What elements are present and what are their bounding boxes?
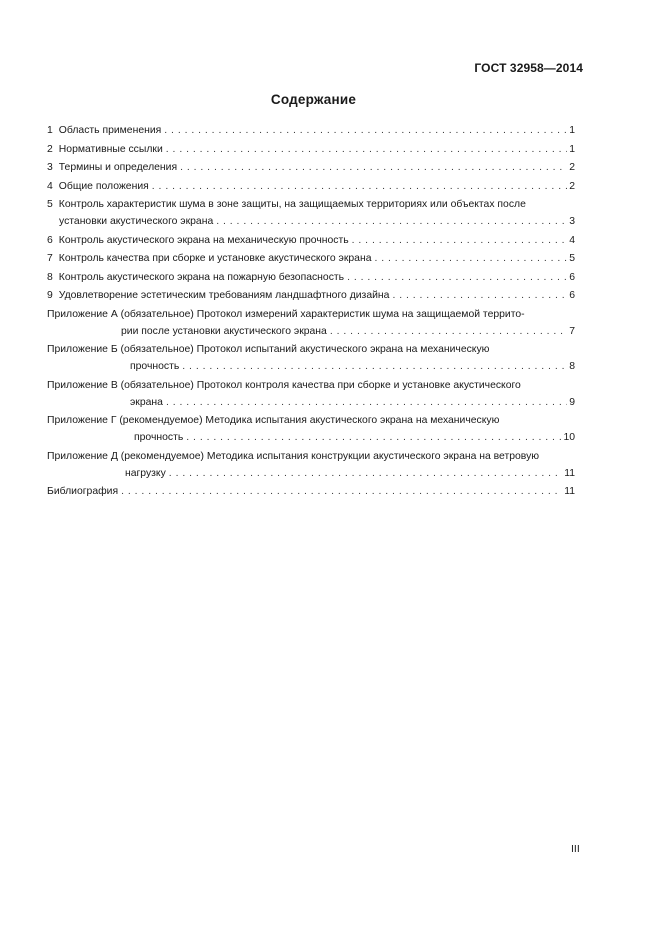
toc-entry-num: 7 — [47, 253, 53, 264]
dot-leader — [180, 159, 567, 178]
toc-title: Содержание — [270, 92, 357, 107]
toc-entry-2[interactable] — [47, 141, 575, 160]
dot-leader — [186, 429, 561, 448]
toc-appendix-text-line2: прочность — [130, 361, 180, 372]
toc-entry-num: 3 — [47, 162, 53, 173]
toc-appendix-page: 11 — [564, 467, 575, 479]
dot-leader — [352, 232, 568, 251]
toc-entry-text-line2: установки акустического экрана — [59, 216, 214, 227]
toc-entry-num: 6 — [47, 234, 53, 246]
toc-entry-page: 1 — [569, 143, 575, 155]
toc-appendix-text-line2: рии после установки акустического экрана — [121, 325, 327, 337]
toc-entry-4[interactable] — [47, 178, 575, 197]
toc-entry-9[interactable] — [47, 287, 575, 306]
toc-appendix-text-line1: Приложение А (обязательное) Протокол измерений характеристик шума на защищаемой террито- — [47, 308, 525, 320]
toc-entry-num: 5 — [47, 199, 53, 210]
toc-entry-page: 2 — [569, 162, 575, 173]
toc-appendix-text-line1: Приложение Б (обязательное) Протокол испытаний акустического экрана на механическую — [47, 344, 490, 355]
dot-leader — [121, 483, 562, 502]
toc-entry-text: Удовлетворение эстетическим требованиям ландшафтного дизайна — [58, 290, 390, 301]
toc-appendix-page: 10 — [563, 432, 575, 443]
toc-entry-text: Термины и определения — [58, 162, 178, 173]
toc-entry-num: 9 — [47, 290, 53, 301]
toc-entry-text: Область применения — [58, 125, 162, 136]
toc-entry-page: 6 — [569, 271, 575, 283]
toc-appendix-v[interactable] — [47, 377, 575, 413]
toc-entry-1[interactable] — [47, 122, 575, 141]
toc-appendix-text-line2: прочность — [134, 432, 184, 443]
dot-leader — [164, 122, 567, 141]
toc-appendix-a[interactable] — [47, 306, 575, 342]
toc-appendix-page: 7 — [569, 325, 575, 337]
toc-appendix-text-line2: экрана — [130, 396, 163, 408]
table-of-contents — [47, 122, 575, 502]
toc-entry-page: 6 — [569, 290, 575, 301]
toc-appendix-page: 8 — [569, 361, 575, 372]
toc-entry-page: 1 — [569, 125, 575, 136]
document-code: ГОСТ 32958—2014 — [474, 61, 583, 75]
toc-bibliography-page: 11 — [564, 486, 575, 497]
toc-entry-page: 2 — [569, 180, 575, 192]
toc-appendix-b[interactable] — [47, 341, 575, 377]
dot-leader — [330, 323, 567, 342]
dot-leader — [392, 287, 567, 306]
toc-entry-text: Контроль качества при сборке и установке акустического экрана — [58, 253, 372, 264]
toc-appendix-d[interactable] — [47, 448, 575, 484]
toc-appendix-text-line1: Приложение Д (рекомендуемое) Методика испытания конструкции акустического экрана на ветровую — [47, 450, 540, 462]
dot-leader — [166, 394, 567, 413]
toc-entry-num: 4 — [47, 180, 53, 192]
toc-appendix-g[interactable] — [47, 412, 575, 448]
toc-entry-text: Контроль акустического экрана на механическую прочность — [58, 234, 349, 246]
dot-leader — [166, 141, 567, 160]
dot-leader — [182, 358, 567, 377]
toc-entry-num: 8 — [47, 271, 53, 283]
dot-leader — [216, 213, 567, 232]
toc-entry-text: Общие положения — [58, 180, 149, 192]
toc-entry-text: Контроль акустического экрана на пожарную безопасность — [58, 271, 345, 283]
toc-entry-8[interactable] — [47, 269, 575, 288]
dot-leader — [374, 250, 567, 269]
toc-entry-7[interactable] — [47, 250, 575, 269]
toc-entry-page: 5 — [569, 253, 575, 264]
toc-appendix-page: 9 — [569, 396, 575, 408]
toc-bibliography-text: Библиография — [47, 486, 119, 497]
toc-entry-5[interactable] — [47, 196, 575, 232]
toc-entry-page: 4 — [569, 234, 575, 246]
toc-appendix-text-line1: Приложение В (обязательное) Протокол контроля качества при сборке и установке акустического — [47, 379, 521, 391]
dot-leader — [152, 178, 567, 197]
toc-appendix-text-line2: нагрузку — [125, 467, 166, 479]
dot-leader — [347, 269, 567, 288]
toc-entry-num: 1 — [47, 125, 53, 136]
toc-bibliography[interactable] — [47, 483, 575, 502]
toc-entry-3[interactable] — [47, 159, 575, 178]
page-number: III — [571, 843, 580, 855]
toc-entry-6[interactable] — [47, 232, 575, 251]
toc-entry-text-line1: Контроль характеристик шума в зоне защиты, на защищаемых территориях или объектах после — [58, 199, 526, 210]
toc-entry-text: Нормативные ссылки — [58, 143, 163, 155]
toc-appendix-text-line1: Приложение Г (рекомендуемое) Методика испытания акустического экрана на механическую — [47, 415, 500, 426]
dot-leader — [169, 465, 562, 484]
toc-entry-num: 2 — [47, 143, 53, 155]
toc-entry-page: 3 — [569, 216, 575, 227]
